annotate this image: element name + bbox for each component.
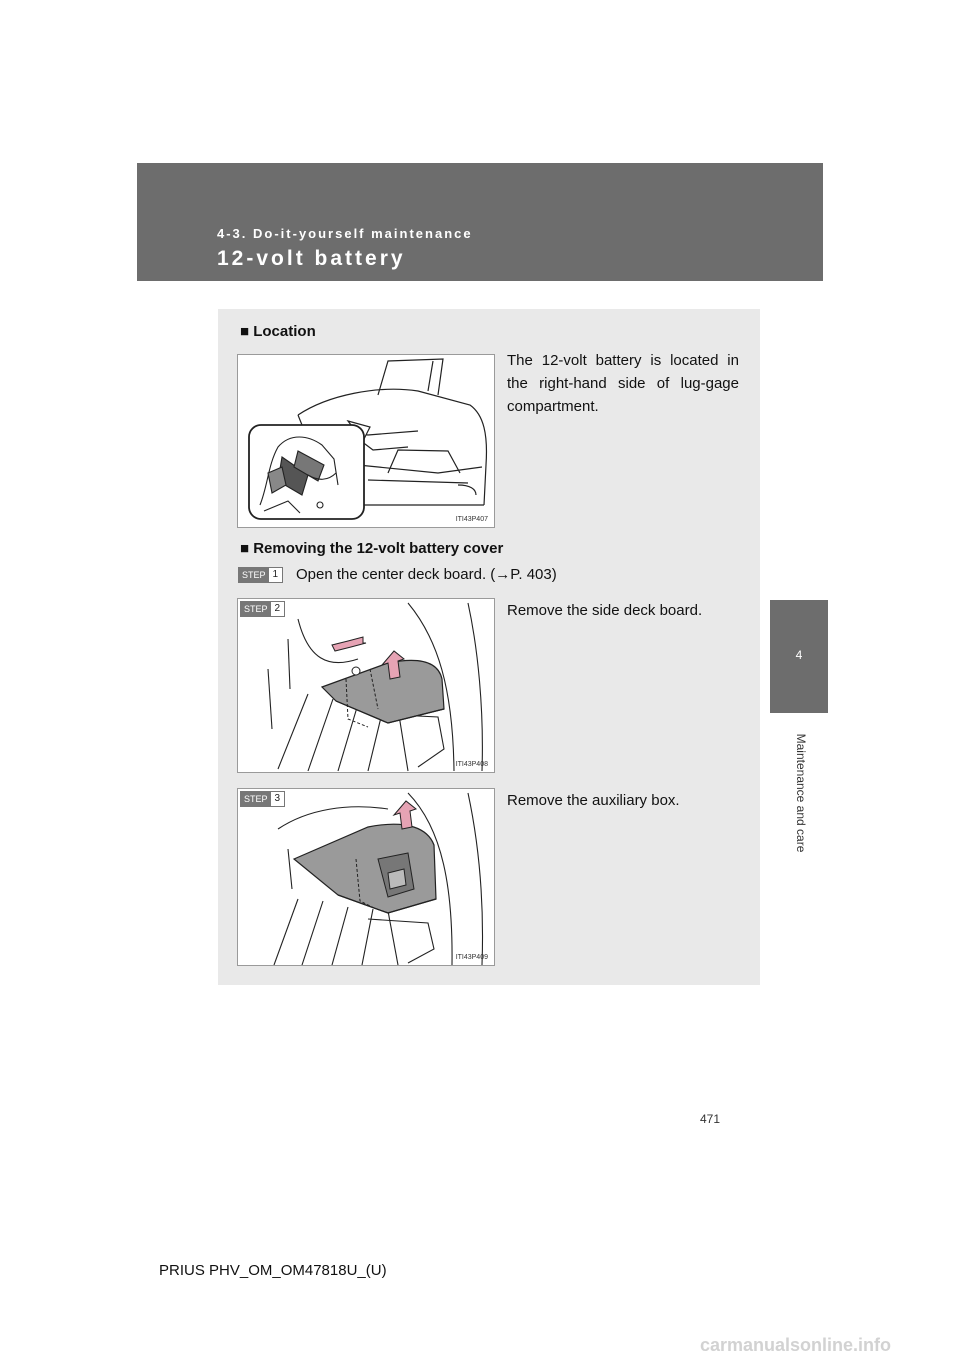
step-3-text: Remove the auxiliary box.: [507, 792, 680, 809]
page-title: 12-volt battery: [217, 247, 406, 270]
figure-code: ITI43P407: [455, 516, 488, 523]
location-heading: ■ Location: [240, 323, 316, 340]
car-rear-illustration: [238, 355, 494, 527]
side-deck-board-illustration: [238, 599, 494, 772]
chapter-tab: [770, 600, 828, 713]
content-box: [218, 309, 760, 985]
location-figure: [237, 354, 495, 528]
step-2-badge: [240, 601, 285, 617]
step-2-figure: [237, 598, 495, 773]
removing-heading: ■ Removing the 12-volt battery cover: [240, 540, 504, 557]
watermark: carmanualsonline.info: [700, 1335, 892, 1355]
step-word: STEP: [239, 568, 269, 582]
document-code: PRIUS PHV_OM_OM47818U_(U): [159, 1262, 387, 1279]
step-1-badge: [238, 567, 283, 583]
auxiliary-box-illustration: [238, 789, 494, 965]
step-1-text: Open the center deck board. (→P. 403): [296, 566, 557, 583]
step-3-badge: [240, 791, 285, 807]
location-description: The 12-volt battery is located in the right-hand side of lug-gage compartment.: [507, 352, 739, 415]
step-number: 1: [272, 569, 279, 580]
step-3-figure: [237, 788, 495, 966]
figure-code: ITI43P408: [455, 761, 488, 768]
figure-code: ITI43P409: [455, 954, 488, 961]
step-word: STEP: [241, 602, 271, 616]
chapter-label: Maintenance and care: [794, 733, 808, 853]
section-label: 4-3. Do-it-yourself maintenance: [217, 226, 473, 241]
page-number: 471: [700, 1112, 721, 1126]
step-2-text: Remove the side deck board.: [507, 602, 703, 619]
chapter-number: 4: [795, 648, 803, 662]
step-number: 2: [274, 603, 281, 614]
step-number: 3: [274, 793, 281, 804]
header-band: [137, 163, 823, 281]
step-word: STEP: [241, 792, 271, 806]
